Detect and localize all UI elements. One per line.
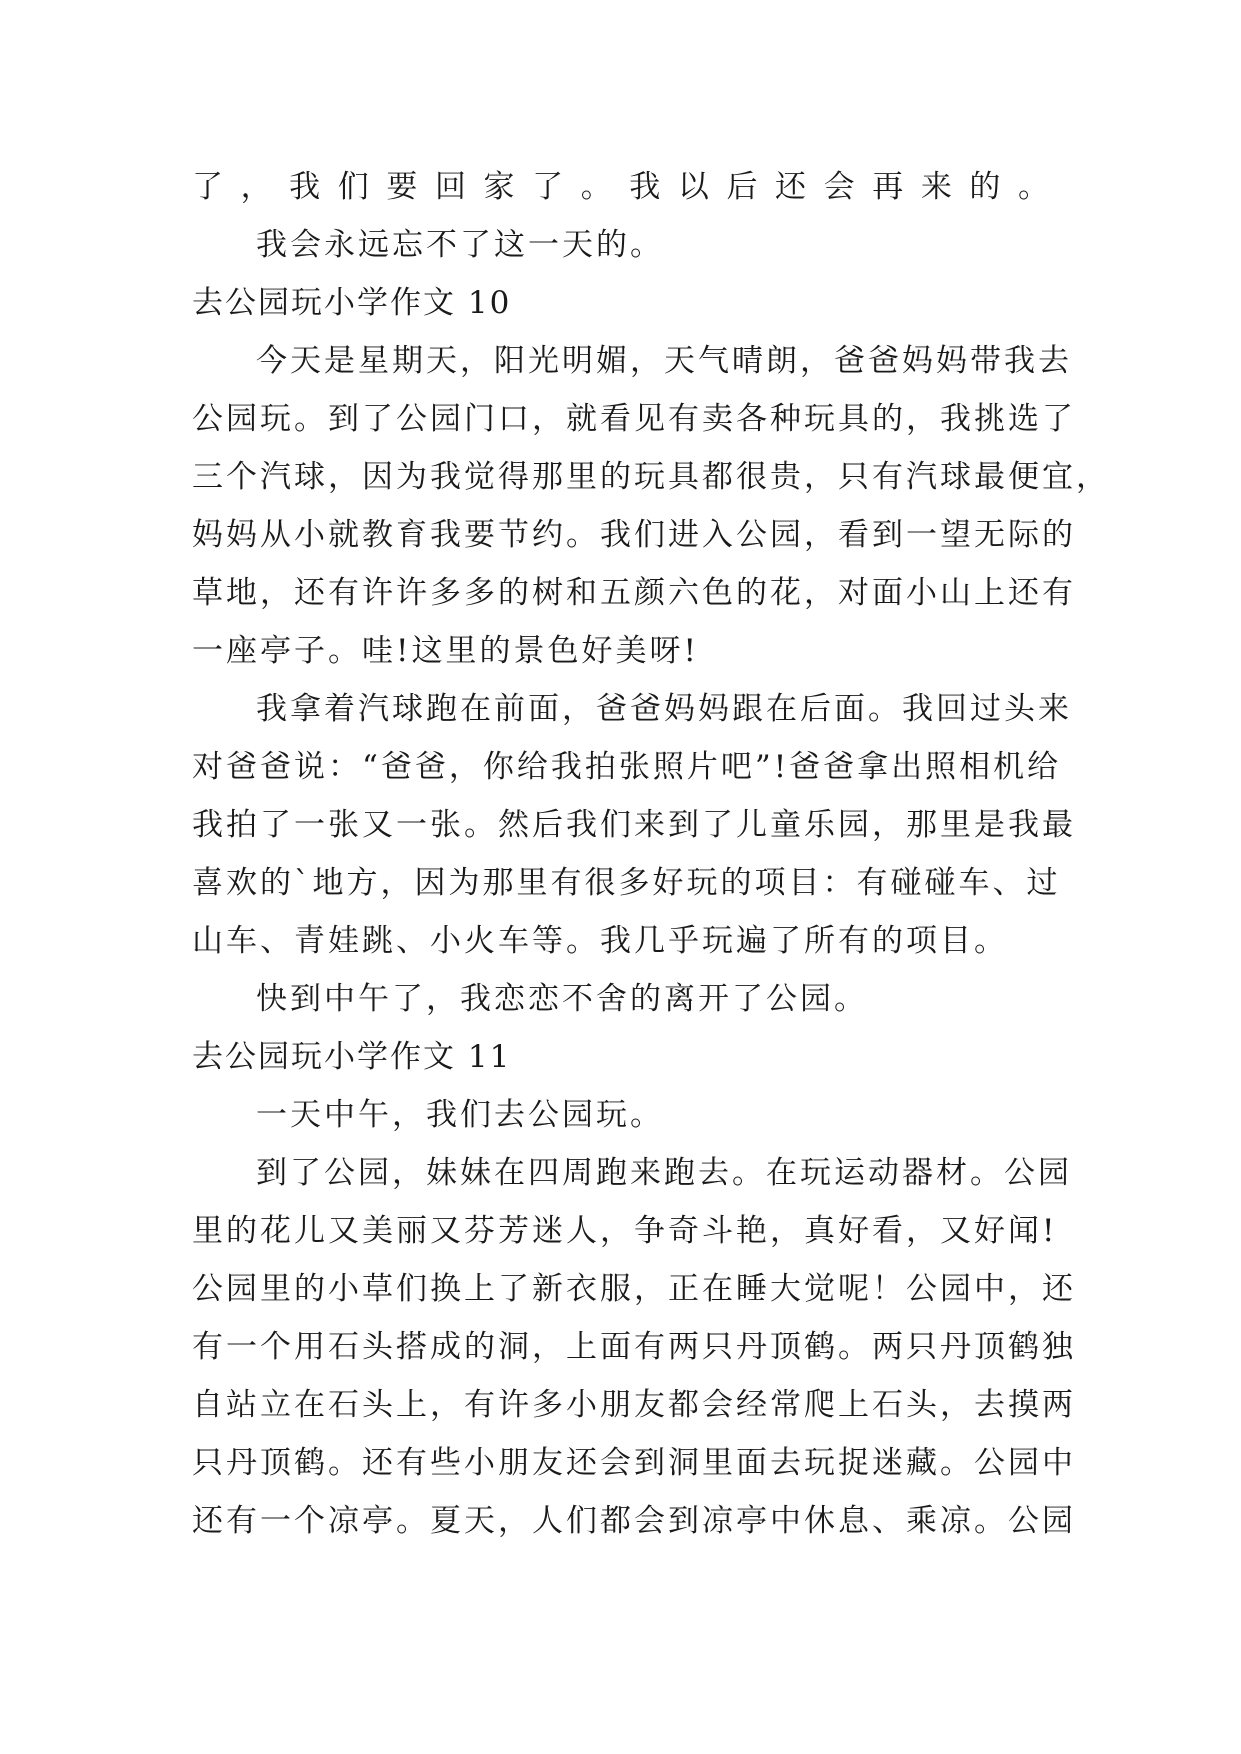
paragraph-line: 公园玩。到了公园门口，就看见有卖各种玩具的，我挑选了: [192, 401, 1076, 437]
paragraph-line: 有一个用石头搭成的洞，上面有两只丹顶鹤。两只丹顶鹤独: [192, 1329, 1076, 1365]
paragraph-line: 我会永远忘不了这一天的。: [256, 227, 664, 263]
paragraph-line: 快到中午了，我恋恋不舍的离开了公园。: [256, 981, 868, 1017]
paragraph-line: 只丹顶鹤。还有些小朋友还会到洞里面去玩捉迷藏。公园中: [192, 1445, 1076, 1481]
paragraph-line: 一天中午，我们去公园玩。: [256, 1097, 664, 1133]
paragraph-line: 一座亭子。哇!这里的景色好美呀!: [192, 633, 699, 669]
paragraph-line: 妈妈从小就教育我要节约。我们进入公园，看到一望无际的: [192, 517, 1076, 553]
paragraph-line: 今天是星期天，阳光明媚，天气晴朗，爸爸妈妈带我去: [256, 343, 1072, 379]
section-heading: 去公园玩小学作文 10: [192, 285, 512, 321]
paragraph-line: 自站立在石头上，有许多小朋友都会经常爬上石头，去摸两: [192, 1387, 1076, 1423]
paragraph-line: 公园里的小草们换上了新衣服，正在睡大觉呢！公园中，还: [192, 1271, 1076, 1307]
section-heading: 去公园玩小学作文 11: [192, 1039, 512, 1075]
paragraph-line: 了，我们要回家了。我以后还会再来的。: [192, 169, 1052, 205]
paragraph-line: 里的花儿又美丽又芬芳迷人，争奇斗艳，真好看，又好闻!: [192, 1213, 1058, 1249]
paragraph-line: 山车、青娃跳、小火车等。我几乎玩遍了所有的项目。: [192, 923, 1008, 959]
paragraph-line: 还有一个凉亭。夏天，人们都会到凉亭中休息、乘凉。公园: [192, 1503, 1076, 1539]
paragraph-line: 喜欢的`地方，因为那里有很多好玩的项目：有碰碰车、过: [192, 865, 1061, 901]
document-body: [192, 158, 1110, 1550]
paragraph-line: 我拍了一张又一张。然后我们来到了儿童乐园，那里是我最: [192, 807, 1076, 843]
paragraph-line: 三个汽球，因为我觉得那里的玩具都很贵，只有汽球最便宜，: [192, 459, 1110, 495]
paragraph-line: 我拿着汽球跑在前面，爸爸妈妈跟在后面。我回过头来: [256, 691, 1072, 727]
paragraph-line: 对爸爸说：“爸爸，你给我拍张照片吧”!爸爸拿出照相机给: [192, 749, 1062, 785]
paragraph-line: 到了公园，妹妹在四周跑来跑去。在玩运动器材。公园: [256, 1155, 1072, 1191]
paragraph-line: 草地，还有许许多多的树和五颜六色的花，对面小山上还有: [192, 575, 1076, 611]
